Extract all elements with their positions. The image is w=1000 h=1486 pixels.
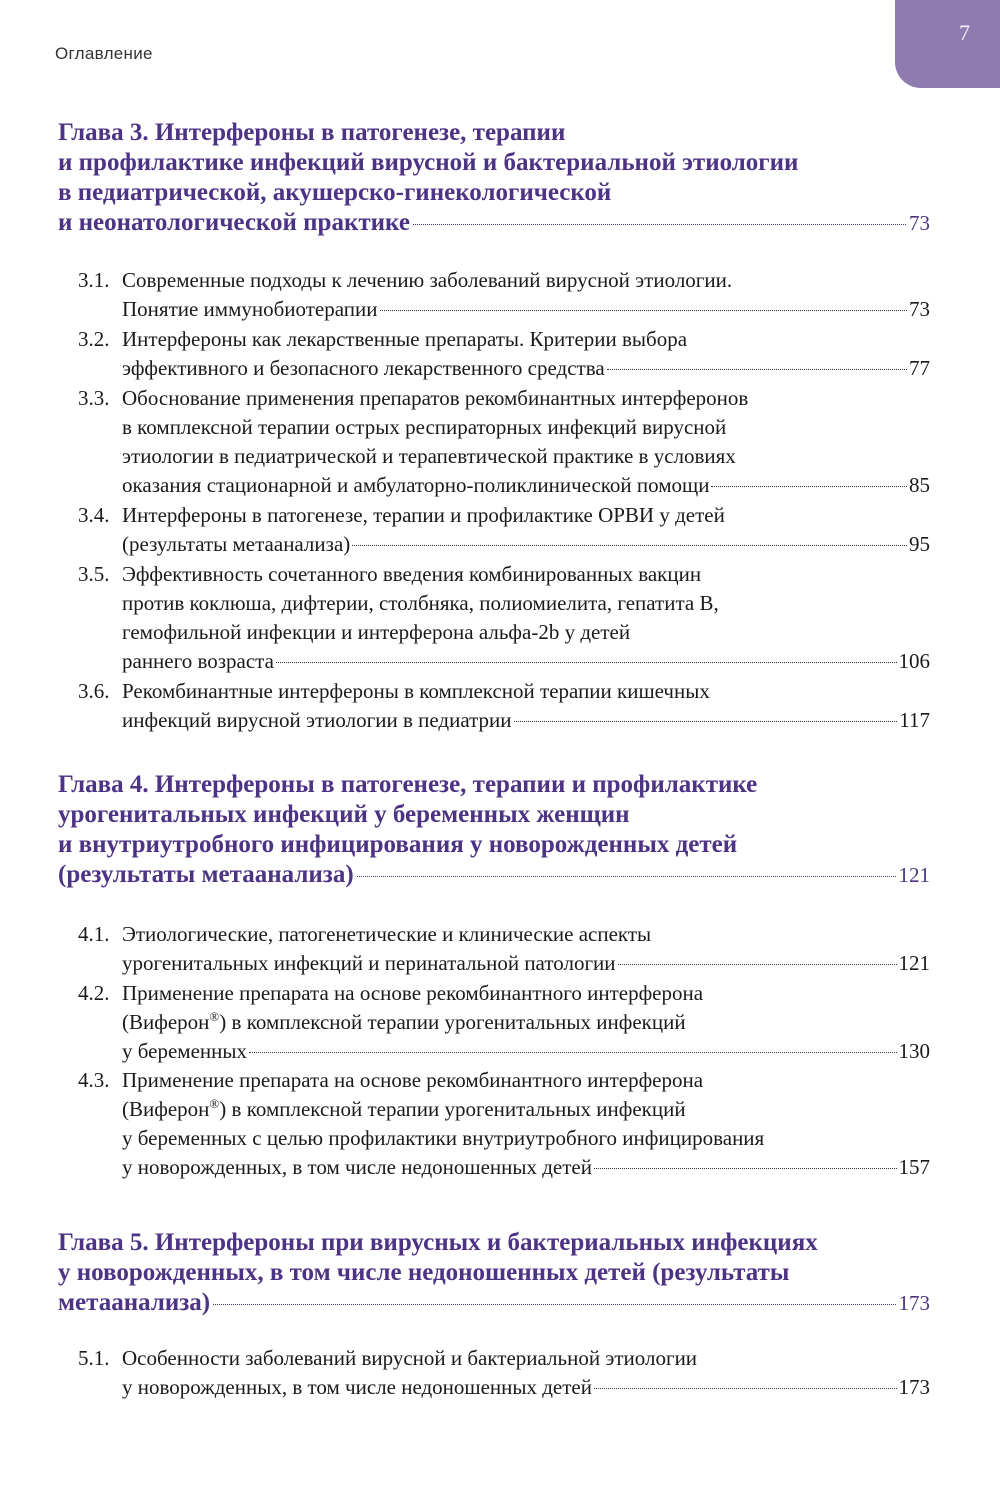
section-title-line: эффективного и безопасного лекарственного средства (122, 356, 605, 380)
toc-section-entry[interactable] (78, 266, 930, 324)
section-title-line: в комплексной терапии острых респираторных инфекций вирусной (122, 415, 727, 439)
section-page-number: 117 (899, 708, 930, 732)
section-title-line: урогенитальных инфекций и перинатальной патологии (122, 951, 616, 975)
section-title-line: Интерфероны как лекарственные препараты. Критерии выбора (122, 327, 688, 351)
dot-leader (711, 486, 907, 487)
section-title-line: у новорожденных, в том числе недоношенных детей (122, 1375, 592, 1399)
section-page-number: 157 (898, 1155, 930, 1179)
section-title-line: Особенности заболеваний вирусной и бактериальной этиологии (122, 1346, 698, 1370)
section-title-line: этиологии в педиатрической и терапевтической практике в условиях (122, 444, 736, 468)
section-title-line: оказания стационарной и амбулаторно-поликлинической помощи (122, 473, 710, 497)
chapter-title-line: в педиатрической, акушерско-гинекологической (58, 179, 612, 206)
section-title-line: инфекций вирусной этиологии в педиатрии (122, 708, 512, 732)
section-title-line: Применение препарата на основе рекомбинантного интерферона (122, 1068, 704, 1092)
section-title-line: (результаты метаанализа) (122, 532, 351, 556)
section-page-number: 73 (909, 297, 930, 321)
section-number: 3.5. (78, 562, 110, 586)
running-head: Оглавление (55, 44, 153, 63)
section-number: 4.1. (78, 922, 110, 946)
chapter-title-line: у новорожденных, в том числе недоношенных детей (результаты (58, 1259, 790, 1286)
section-title-line: у беременных с целью профилактики внутриутробного инфицирования (122, 1126, 765, 1150)
section-number: 3.3. (78, 386, 110, 410)
dot-leader (413, 224, 906, 225)
chapter-title-line: (результаты метаанализа) (58, 861, 354, 888)
dot-leader (594, 1168, 897, 1169)
chapter-title-line: и внутриутробного инфицирования у новорожденных детей (58, 831, 738, 858)
section-title-line: (Виферон®) в комплексной терапии урогенитальных инфекций (122, 1096, 686, 1121)
section-page-number: 77 (909, 356, 930, 380)
toc-section-entry[interactable] (78, 325, 930, 383)
section-page-number: 130 (898, 1039, 930, 1063)
chapter-title-line: и профилактике инфекций вирусной и бактериальной этиологии (58, 149, 799, 176)
section-number: 4.3. (78, 1068, 110, 1092)
section-title-line: против коклюша, дифтерии, столбняка, полиомиелита, гепатита В, (122, 591, 719, 615)
page-number: 7 (959, 20, 970, 45)
section-number: 3.4. (78, 503, 110, 527)
chapter-heading[interactable] (58, 1228, 930, 1318)
dot-leader (514, 721, 898, 722)
chapter-heading[interactable] (58, 118, 930, 238)
dot-leader (213, 1304, 895, 1305)
dot-leader (249, 1052, 897, 1053)
section-number: 5.1. (78, 1346, 110, 1370)
section-page-number: 106 (898, 649, 930, 673)
section-title-line: Современные подходы к лечению заболеваний вирусной этиологии. (122, 268, 733, 292)
section-page-number: 85 (909, 473, 930, 497)
dot-leader (357, 876, 896, 877)
dot-leader (380, 310, 907, 311)
toc-section-entry[interactable] (78, 384, 930, 500)
section-number: 4.2. (78, 981, 110, 1005)
chapter-title-line: Глава 4. Интерфероны в патогенезе, терапии и профилактике (58, 771, 758, 798)
section-page-number: 121 (898, 951, 930, 975)
section-title-line: Понятие иммунобиотерапии (122, 297, 378, 321)
section-title-line: Рекомбинантные интерфероны в комплексной терапии кишечных (122, 679, 710, 703)
toc-section-entry[interactable] (78, 979, 930, 1066)
section-title-line: у беременных (122, 1039, 247, 1063)
chapter-title-line: Глава 3. Интерфероны в патогенезе, терапии (58, 119, 566, 146)
section-title-line: гемофильной инфекции и интерферона альфа-2b у детей (122, 620, 631, 644)
toc-section-entry[interactable] (78, 1066, 930, 1182)
chapter-title-line: урогенитальных инфекций у беременных женщин (58, 801, 630, 828)
section-title-line: Интерфероны в патогенезе, терапии и профилактике ОРВИ у детей (122, 503, 725, 527)
page-number-tab (895, 0, 1000, 88)
section-title-line: раннего возраста (122, 649, 274, 673)
dot-leader (352, 545, 907, 546)
dot-leader (276, 662, 897, 663)
chapter-heading[interactable] (58, 770, 930, 890)
section-number: 3.6. (78, 679, 110, 703)
chapter-title-line: и неонатологической практике (58, 209, 410, 236)
chapter-title-line: Глава 5. Интерфероны при вирусных и бактериальных инфекциях (58, 1229, 818, 1256)
section-title-line: Применение препарата на основе рекомбинантного интерферона (122, 981, 704, 1005)
section-title-line: (Виферон®) в комплексной терапии урогенитальных инфекций (122, 1009, 686, 1034)
toc-section-entry[interactable] (78, 560, 930, 676)
section-number: 3.1. (78, 268, 110, 292)
section-title-line: Обоснование применения препаратов рекомбинантных интерферонов (122, 386, 749, 410)
section-title-line: Этиологические, патогенетические и клинические аспекты (122, 922, 652, 946)
dot-leader (618, 964, 897, 965)
dot-leader (594, 1388, 897, 1389)
toc-section-entry[interactable] (78, 1344, 930, 1402)
chapter-page-number: 173 (898, 1291, 930, 1315)
toc-section-entry[interactable] (78, 677, 930, 735)
section-title-line: Эффективность сочетанного введения комбинированных вакцин (122, 562, 702, 586)
chapter-title-line: метаанализа) (58, 1289, 211, 1316)
toc-section-entry[interactable] (78, 920, 930, 978)
section-title-line: у новорожденных, в том числе недоношенных детей (122, 1155, 592, 1179)
section-page-number: 95 (909, 532, 930, 556)
dot-leader (607, 369, 907, 370)
toc-section-entry[interactable] (78, 501, 930, 559)
chapter-page-number: 73 (909, 211, 930, 235)
section-number: 3.2. (78, 327, 110, 351)
section-page-number: 173 (898, 1375, 930, 1399)
chapter-page-number: 121 (898, 863, 930, 887)
